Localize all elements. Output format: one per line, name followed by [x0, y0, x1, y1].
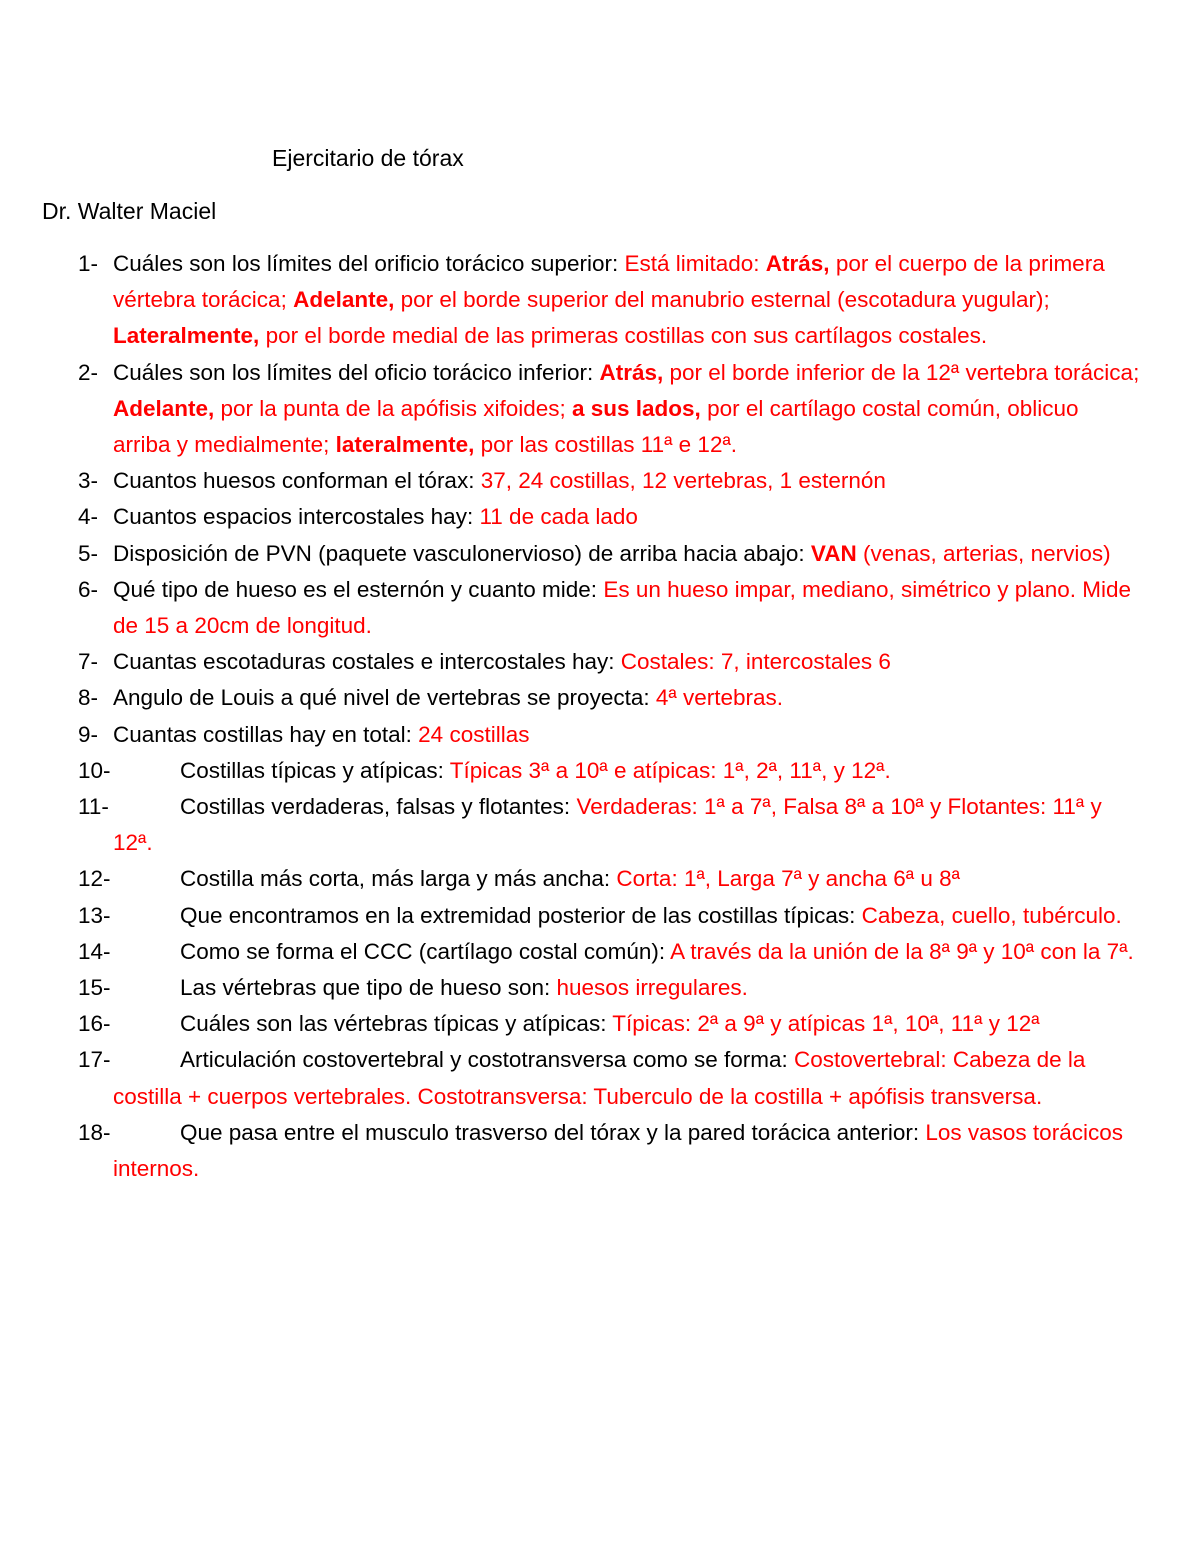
question-item — [0, 970, 1200, 1006]
question-number: 11- — [78, 794, 109, 820]
answer-emphasis: lateralmente, — [335, 432, 475, 458]
answer-text: por el borde medial de las primeras costillas con sus cartílagos costales. — [259, 323, 988, 349]
question-text: Cuáles son los límites del oficio torácico inferior: — [113, 359, 600, 385]
question-text: Costilla más corta, más larga y más ancha: — [180, 866, 617, 892]
question-number: 6- — [78, 576, 99, 602]
question-number: 1- — [78, 251, 99, 276]
question-item — [0, 355, 1200, 464]
question-text: Costillas típicas y atípicas: — [180, 757, 450, 783]
question-number: 10- — [78, 757, 111, 783]
answer-text: 24 costillas — [418, 721, 530, 747]
question-item — [0, 246, 1200, 355]
question-number: 3- — [78, 468, 99, 494]
question-text: Las vértebras que tipo de hueso son: — [180, 975, 557, 1001]
document-title: Ejercitario de tórax — [272, 145, 464, 171]
question-number: 14- — [78, 938, 111, 964]
question-number: 13- — [78, 902, 111, 928]
question-item — [0, 1006, 1200, 1042]
question-list — [0, 246, 1200, 1187]
question-text: Costillas verdaderas, falsas y flotantes: — [180, 794, 577, 820]
answer-text: Verdaderas: 1ª a 7ª, Falsa 8ª a 10ª y Flotantes: 11ª y 12ª. — [113, 794, 1102, 856]
question-text: Articulación costovertebral y costotransversa como se forma: — [180, 1047, 794, 1073]
answer-text: Típicas: 2ª a 9ª y atípicas 1ª, 10ª, 11ª y 12ª — [612, 1011, 1040, 1037]
question-text: Qué tipo de hueso es el esternón y cuanto mide: — [113, 576, 604, 602]
answer-emphasis: Adelante, — [113, 395, 215, 421]
answer-emphasis: a sus lados, — [572, 395, 701, 421]
question-number: 16- — [78, 1011, 111, 1037]
question-item — [0, 499, 1200, 535]
answer-text: 4ª vertebras. — [655, 685, 783, 711]
question-text: Angulo de Louis a qué nivel de vertebras se proyecta: — [113, 685, 656, 711]
answer-text: Corta: 1ª, Larga 7ª y ancha 6ª u 8ª — [616, 866, 960, 892]
question-item — [0, 898, 1200, 934]
question-item — [0, 1042, 1200, 1114]
answer-text: por el borde inferior de la 12ª vertebra torácica; — [663, 359, 1140, 385]
answer-text: (venas, arterias, nervios) — [856, 540, 1111, 566]
answer-text: 37, 24 costillas, 12 vertebras, 1 esternón — [480, 468, 886, 494]
question-text: Cuáles son las vértebras típicas y atípicas: — [180, 1011, 613, 1037]
answer-text: Costovertebral: Cabeza de la costilla + cuerpos vertebrales. Costotransversa: Tuberculo de la costilla + apófisis transversa. — [113, 1047, 1086, 1109]
question-number: 5- — [78, 540, 99, 566]
answer-emphasis: VAN — [810, 540, 857, 566]
question-text: Que encontramos en la extremidad posterior de las costillas típicas: — [180, 902, 862, 928]
question-number: 2- — [78, 359, 99, 385]
question-item — [0, 463, 1200, 499]
question-item — [0, 753, 1200, 789]
question-item — [0, 572, 1200, 644]
question-text: Cuantos huesos conforman el tórax: — [113, 468, 481, 494]
document-author: Dr. Walter Maciel — [42, 198, 217, 224]
answer-text: 11 de cada lado — [479, 504, 638, 530]
question-text: Disposición de PVN (paquete vasculonervioso) de arriba hacia abajo: — [113, 540, 811, 566]
question-number: 12- — [78, 866, 111, 892]
question-number: 4- — [78, 504, 99, 530]
question-item — [0, 789, 1200, 861]
question-item — [0, 934, 1200, 970]
question-item — [0, 717, 1200, 753]
answer-text: por el cuerpo de la primera vértebra torácica; — [113, 251, 1105, 313]
answer-text: por la punta de la apófisis xifoides; — [214, 395, 572, 421]
answer-text: por el cartílago costal común, oblicuo arriba y medialmente; — [113, 395, 1079, 458]
answer-text: A través da la unión de la 8ª 9ª y 10ª con la 7ª. — [670, 938, 1134, 964]
answer-text: Es un hueso impar, mediano, simétrico y plano. Mide de 15 a 20cm de longitud. — [113, 576, 1132, 639]
question-number: 8- — [78, 685, 99, 711]
question-text: Cuantas escotaduras costales e intercostales hay: — [113, 649, 621, 675]
question-text: Que pasa entre el musculo trasverso del tórax y la pared torácica anterior: — [180, 1119, 926, 1145]
question-number: 9- — [78, 721, 99, 747]
answer-text: Está limitado: — [624, 251, 766, 276]
question-item — [0, 1115, 1200, 1187]
answer-emphasis: Atrás, — [765, 251, 830, 276]
question-item — [0, 644, 1200, 680]
question-item — [0, 861, 1200, 897]
question-text: Como se forma el CCC (cartílago costal común): — [180, 938, 671, 964]
answer-emphasis: Atrás, — [599, 359, 664, 385]
question-text: Cuáles son los límites del orificio torácico superior: — [113, 251, 625, 276]
question-number: 17- — [78, 1047, 111, 1073]
answer-text: huesos irregulares. — [556, 975, 748, 1001]
question-number: 15- — [78, 975, 111, 1001]
answer-text: por las costillas 11ª e 12ª. — [474, 432, 738, 458]
answer-emphasis: Lateralmente, — [113, 323, 260, 349]
answer-text: Costales: 7, intercostales 6 — [620, 649, 891, 675]
question-item — [0, 536, 1200, 572]
question-text: Cuantas costillas hay en total: — [113, 721, 419, 747]
question-item — [0, 680, 1200, 716]
question-text: Cuantos espacios intercostales hay: — [113, 504, 480, 530]
answer-text: Típicas 3ª a 10ª e atípicas: 1ª, 2ª, 11ª, y 12ª. — [449, 757, 891, 783]
answer-text: por el borde superior del manubrio esternal (escotadura yugular); — [394, 287, 1050, 313]
answer-emphasis: Adelante, — [293, 287, 395, 313]
answer-text: Cabeza, cuello, tubérculo. — [861, 902, 1122, 928]
question-number: 7- — [78, 649, 99, 675]
question-number: 18- — [78, 1119, 111, 1145]
answer-text: Los vasos torácicos internos. — [113, 1119, 1123, 1182]
